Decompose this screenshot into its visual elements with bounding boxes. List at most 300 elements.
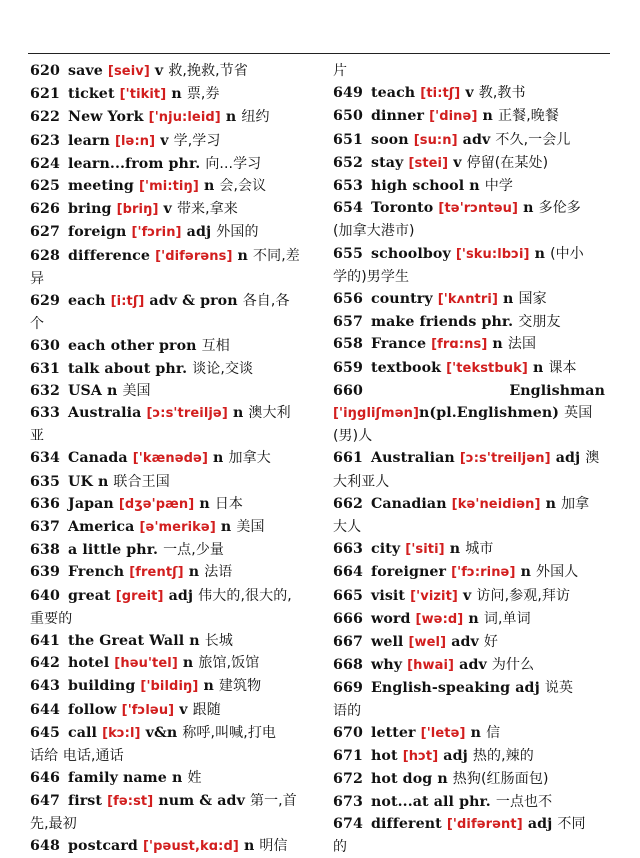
entry-word: soon	[371, 131, 409, 148]
entry-word: save	[68, 63, 103, 79]
entry-meaning: 不同,差	[253, 247, 300, 264]
entry-word: Canadian	[371, 495, 447, 512]
entry-meaning: 美国	[122, 382, 151, 399]
entry-word: hotel	[68, 655, 110, 672]
entry-meaning: 学,学习	[173, 132, 221, 149]
entry-number: 643	[30, 678, 60, 695]
entry-number: 653	[333, 178, 363, 195]
vocab-entry	[333, 197, 605, 242]
entry-phonetic: ['iŋgliʃmən]	[333, 406, 420, 422]
vocab-entry	[30, 561, 312, 584]
entry-meaning: 一点也不	[495, 793, 553, 810]
entry-number: 631	[30, 360, 60, 377]
entry-number: 670	[333, 724, 363, 741]
entry-word: teach	[371, 85, 416, 102]
entry-phonetic: [i:tʃ]	[110, 294, 145, 310]
entry-number: 652	[333, 154, 363, 171]
entry-meaning: 加拿大	[228, 450, 271, 467]
entry-part-of-speech: n	[470, 724, 482, 741]
vocab-entry	[30, 358, 312, 380]
entry-meaning: 停留(在某处)	[466, 154, 549, 171]
entry-word: great	[68, 587, 111, 604]
vocab-entry	[333, 357, 605, 380]
entry-phonetic: [kə'neidiən]	[451, 496, 541, 512]
entry-meaning-continued: (男)人	[333, 428, 373, 445]
vocab-entry	[333, 82, 605, 105]
entry-word: call	[68, 724, 98, 741]
entry-part-of-speech: n	[97, 473, 109, 490]
entry-word: schoolboy	[371, 245, 451, 262]
entry-part-of-speech: n	[503, 291, 514, 308]
entry-meaning: 信	[486, 724, 501, 741]
entry-word: city	[371, 541, 401, 558]
entry-phonetic: ['tekstbuk]	[446, 360, 528, 376]
entry-part-of-speech: n	[532, 359, 544, 376]
entry-word: textbook	[371, 359, 442, 376]
entry-phonetic: ['bildiŋ]	[140, 679, 199, 695]
entry-number: 649	[333, 85, 363, 102]
vocab-entry	[30, 153, 312, 175]
entry-meaning: 外国的	[216, 224, 259, 241]
entry-part-of-speech: n	[449, 541, 461, 558]
entry-number: 659	[333, 359, 363, 376]
entry-phonetic: ['fɔ:rinə]	[451, 565, 516, 581]
entry-phonetic: [frɑ:ns]	[431, 337, 488, 353]
entry-number: 658	[333, 336, 363, 353]
entry-number: 668	[333, 657, 363, 674]
vocab-entry	[333, 105, 605, 128]
entry-number: 674	[333, 815, 363, 832]
entry-phonetic: ['fɔləu]	[121, 702, 175, 718]
vocab-entry	[30, 539, 312, 561]
entry-number: 632	[30, 382, 60, 399]
entry-part-of-speech: n	[213, 450, 224, 467]
entry-word: bring	[68, 201, 112, 218]
entry-phonetic: [hwai]	[407, 658, 455, 674]
entry-meaning: 正餐,晚餐	[498, 108, 559, 125]
entry-part-of-speech: n(pl.Englishmen)	[419, 405, 560, 422]
entry-part-of-speech: n	[237, 247, 248, 264]
entry-word: French	[68, 564, 125, 581]
entry-meaning: 旅馆,饭馆	[198, 655, 260, 672]
entry-phonetic: [dʒə'pæn]	[118, 496, 195, 512]
entry-word: each	[68, 293, 106, 310]
entry-part-of-speech: n	[545, 495, 557, 512]
vocab-entry	[30, 722, 312, 767]
entry-word: foreign	[68, 224, 127, 241]
vocab-entry	[30, 767, 312, 789]
entry-number: 637	[30, 519, 60, 536]
entry-meaning: 中学	[484, 178, 513, 195]
vocab-entry	[333, 677, 605, 721]
entry-part-of-speech: n	[534, 245, 546, 262]
entry-part-of-speech: n	[437, 771, 448, 788]
entry-meaning: 伟大的,很大的,	[198, 587, 292, 604]
entry-number: 638	[30, 542, 60, 559]
entry-number: 656	[333, 291, 363, 308]
entry-phonetic: [wə:d]	[415, 611, 464, 627]
entry-number: 654	[333, 200, 363, 217]
entry-meaning: 会,会议	[219, 178, 267, 195]
entry-meaning: 美国	[236, 519, 265, 536]
entry-number: 648	[30, 837, 60, 854]
entry-number: 662	[333, 495, 363, 512]
entry-number: 646	[30, 770, 60, 787]
entry-part-of-speech: n	[482, 108, 493, 125]
entry-number: 623	[30, 132, 60, 149]
entry-word: Toronto	[371, 200, 434, 217]
entry-meaning: 谈论,交谈	[192, 360, 254, 377]
entry-phonetic: [kɔ:l]	[102, 725, 141, 741]
entry-word: visit	[371, 587, 406, 604]
entry-meaning: 日本	[214, 495, 244, 512]
entry-number: 647	[30, 792, 60, 809]
entry-part-of-speech: n	[203, 178, 215, 195]
entry-number: 635	[30, 473, 60, 490]
entry-number: 645	[30, 724, 60, 741]
entry-meaning: 互相	[201, 338, 230, 355]
vocab-entry	[333, 631, 605, 654]
entry-word: foreigner	[371, 564, 447, 581]
entry-meaning-continued: 异	[30, 270, 45, 287]
entry-word: not...at all	[371, 793, 455, 810]
entry-meaning: 澳大利	[248, 405, 291, 422]
entry-part-of-speech: phr.	[155, 360, 188, 377]
entry-part-of-speech: adj	[527, 815, 553, 832]
entry-part-of-speech: adj	[515, 680, 540, 697]
entry-phonetic: ['mi:tiŋ]	[139, 179, 199, 195]
entry-meaning: 法语	[204, 564, 233, 581]
vocab-entry	[30, 130, 312, 153]
entry-part-of-speech: n	[523, 200, 534, 217]
entry-word: America	[68, 519, 135, 536]
entry-number: 633	[30, 405, 60, 422]
entry-number: 636	[30, 495, 60, 512]
entry-number: 629	[30, 293, 60, 310]
entry-meaning: 说英	[544, 680, 574, 697]
entry-part-of-speech: v	[160, 132, 169, 149]
entry-number: 621	[30, 86, 60, 103]
vocab-entry	[30, 290, 312, 335]
entry-word: stay	[371, 154, 404, 171]
entry-part-of-speech: adj	[186, 224, 212, 241]
vocab-entry	[333, 813, 605, 858]
entry-word: follow	[68, 701, 117, 718]
entry-word: hot	[371, 748, 398, 765]
vocab-entry	[30, 790, 312, 835]
entry-meaning-continued: 重要的	[30, 610, 73, 627]
entry-part-of-speech: v	[463, 587, 472, 604]
entry-phonetic: ['difərənt]	[446, 816, 523, 832]
entry-number: 666	[333, 610, 363, 627]
entry-meaning-continued: (加拿大港市)	[333, 223, 415, 240]
entry-meaning: 热的,辣的	[472, 748, 534, 765]
entry-word: letter	[371, 724, 416, 741]
entry-phonetic: ['kʌntri]	[437, 292, 498, 308]
entry-meaning: 明信	[259, 837, 288, 854]
top-rule	[28, 53, 610, 54]
entry-meaning: 带来,拿来	[176, 201, 238, 218]
entry-part-of-speech: n	[182, 655, 194, 672]
entry-meaning: 纽约	[241, 109, 270, 126]
vocab-entry	[333, 380, 605, 448]
entry-number: 661	[333, 450, 363, 467]
vocab-entry	[333, 152, 605, 175]
entry-word: difference	[68, 247, 151, 264]
vocab-entry	[30, 585, 312, 630]
entry-part-of-speech: n	[232, 405, 244, 422]
entry-part-of-speech: v	[453, 154, 462, 171]
vocab-entry	[333, 654, 605, 677]
entry-number: 634	[30, 450, 60, 467]
entry-phonetic: ['vizit]	[410, 588, 458, 604]
vocab-entry	[333, 538, 605, 561]
entry-meaning: 澳	[585, 450, 600, 467]
entry-meaning: 加拿	[561, 495, 590, 512]
entry-meaning-continued: 学的)男学生	[333, 268, 410, 285]
entry-number: 639	[30, 564, 60, 581]
entry-number: 644	[30, 701, 60, 718]
entry-number: 641	[30, 633, 60, 650]
entry-word: talk about	[68, 360, 151, 377]
vocab-entry	[30, 652, 312, 675]
entry-word: word	[371, 610, 411, 627]
entry-phonetic: [su:n]	[413, 132, 458, 148]
vocab-entry	[333, 447, 605, 492]
entry-word: each other	[68, 338, 154, 355]
entry-phonetic: [ə'merikə]	[139, 520, 216, 536]
entry-part-of-speech: phr.	[459, 793, 491, 810]
entry-word: USA	[68, 382, 102, 399]
vocab-entry	[30, 402, 312, 447]
entry-meaning: 向...学习	[205, 155, 262, 172]
entry-word: learn...from	[68, 155, 164, 172]
entry-meaning-continued: 个	[30, 316, 45, 333]
entry-word: well	[371, 634, 404, 651]
entry-word: first	[68, 792, 103, 809]
entry-part-of-speech: n	[520, 564, 531, 581]
vocab-entry	[30, 245, 312, 290]
entry-word: UK	[68, 473, 93, 490]
entry-phonetic: [həu'tel]	[114, 656, 178, 672]
entry-part-of-speech: adv	[462, 131, 491, 148]
vocab-entry	[333, 311, 605, 333]
entry-word: the Great Wall	[68, 633, 185, 650]
entry-number: 651	[333, 131, 363, 148]
entry-number: 665	[333, 587, 363, 604]
entry-number: 624	[30, 155, 60, 172]
continued-text: 片	[333, 63, 347, 79]
entry-word: dinner	[371, 108, 425, 125]
entry-part-of-speech: pron	[159, 338, 197, 355]
entry-number: 671	[333, 748, 363, 765]
entry-part-of-speech: phr.	[168, 155, 201, 172]
vocab-entry	[333, 333, 605, 356]
entry-word: Australian	[371, 450, 455, 467]
entry-word: postcard	[68, 837, 138, 854]
vocab-column-right	[333, 60, 605, 858]
entry-meaning: (中小	[550, 245, 584, 262]
entry-number: 628	[30, 247, 60, 264]
entry-word: Canada	[68, 450, 128, 467]
entry-number: 673	[333, 793, 363, 810]
entry-word: Australia	[68, 405, 142, 422]
entry-meaning: 交朋友	[518, 314, 561, 331]
entry-phonetic: [ɔ:s'treiljən]	[459, 451, 551, 467]
entry-part-of-speech: v	[465, 85, 474, 102]
entry-number: 667	[333, 634, 363, 651]
entry-phonetic: [seiv]	[107, 64, 150, 79]
entry-meaning: 建筑物	[218, 678, 262, 695]
entry-number: 625	[30, 178, 60, 195]
entry-word: Japan	[68, 495, 114, 512]
entry-meaning-continued: 先,最初	[30, 815, 77, 832]
entry-part-of-speech: adj	[555, 450, 581, 467]
entry-meaning: 救,挽救,节省	[168, 63, 248, 79]
vocab-entry	[333, 585, 605, 608]
entry-word: family name	[68, 770, 167, 787]
entry-word: France	[371, 336, 427, 353]
entry-phonetic: [tə'rɔntəu]	[438, 201, 519, 217]
entry-meaning-continued: 大利亚人	[333, 473, 390, 490]
entry-part-of-speech: n	[225, 109, 237, 126]
vocab-entry	[30, 106, 312, 129]
entry-phonetic: ['sku:lbɔi]	[455, 246, 530, 262]
vocab-entry	[30, 835, 312, 858]
entry-meaning-continued: 亚	[30, 428, 45, 445]
entry-phonetic: ['nju:leid]	[148, 110, 221, 126]
entry-part-of-speech: v	[179, 701, 188, 718]
vocab-entry	[333, 608, 605, 631]
entry-part-of-speech: adv & pron	[149, 293, 238, 310]
entry-part-of-speech: phr.	[126, 542, 159, 559]
entry-phonetic: ['kænədə]	[132, 451, 208, 467]
entry-meaning: 各自,各	[242, 293, 290, 310]
entry-word: different	[371, 815, 442, 832]
entry-phonetic: ['dinə]	[429, 109, 478, 125]
entry-meaning: 课本	[548, 359, 577, 376]
entry-number: 630	[30, 338, 60, 355]
entry-number: 627	[30, 224, 60, 241]
entry-word: country	[371, 291, 433, 308]
entry-part-of-speech: n	[243, 837, 255, 854]
entry-meaning-continued: 的	[333, 838, 348, 855]
vocab-entry	[30, 630, 312, 652]
entry-meaning: 不久,一会儿	[495, 131, 571, 148]
entry-part-of-speech: n	[220, 519, 232, 536]
entry-number: 663	[333, 541, 363, 558]
vocab-entry	[30, 699, 312, 722]
vocab-entry	[333, 768, 605, 790]
entry-meaning: 票,券	[186, 86, 220, 103]
entry-number: 657	[333, 314, 363, 331]
entry-phonetic: ['pəust,kɑ:d]	[143, 838, 239, 854]
entry-meaning: 城市	[465, 541, 494, 558]
entry-part-of-speech: n	[199, 495, 210, 512]
entry-number: 640	[30, 587, 60, 604]
entry-part-of-speech: adj	[168, 587, 194, 604]
entry-part-of-speech: v&n	[145, 724, 178, 741]
vocab-entry	[333, 561, 605, 584]
vocab-entry	[30, 198, 312, 221]
entry-phonetic: [ɔ:s'treiljə]	[146, 406, 228, 422]
entry-part-of-speech: num & adv	[158, 792, 245, 809]
entry-part-of-speech: v	[163, 201, 172, 218]
entry-number: 620	[30, 63, 60, 79]
entry-meaning-continued: 话给 电话,通话	[30, 748, 124, 765]
entry-meaning-continued: 大人	[333, 519, 362, 536]
entry-phonetic: [frentʃ]	[129, 565, 184, 581]
entry-number: 655	[333, 245, 363, 262]
vocab-entry	[30, 60, 312, 83]
entry-number: 660	[333, 382, 363, 399]
vocab-entry	[30, 493, 312, 516]
entry-phonetic: [hɔt]	[402, 749, 439, 765]
entry-meaning: 外国人	[536, 564, 579, 581]
entry-part-of-speech: n	[171, 770, 183, 787]
entry-word: a little	[68, 542, 122, 559]
vocab-entry	[30, 447, 312, 470]
entry-phonetic: [briŋ]	[116, 202, 159, 218]
entry-meaning-continued: 语的	[333, 702, 362, 719]
entry-word: English-speaking	[371, 680, 511, 697]
entry-meaning: 热狗(红肠面包)	[452, 771, 549, 788]
entry-word: make friends	[371, 314, 477, 331]
entry-phonetic: [ti:tʃ]	[420, 86, 461, 102]
vocab-entry	[30, 335, 312, 357]
vocab-entry	[30, 675, 312, 698]
vocab-entry	[30, 175, 312, 198]
entry-meaning: 好	[483, 634, 499, 651]
entry-word: hot dog	[371, 771, 433, 788]
entry-phonetic: ['tikit]	[119, 87, 167, 103]
entry-phonetic: ['siti]	[405, 542, 445, 558]
entry-meaning: 第一,首	[249, 792, 297, 809]
vocab-entry	[30, 83, 312, 106]
vocab-entry	[333, 243, 605, 288]
vocab-entry	[333, 745, 605, 768]
entry-word: learn	[68, 132, 110, 149]
entry-part-of-speech: n	[469, 178, 480, 195]
vocab-entry	[30, 471, 312, 493]
entry-word: high school	[371, 178, 465, 195]
vocab-entry	[333, 175, 605, 197]
vocab-entry	[333, 722, 605, 745]
entry-number: 622	[30, 109, 60, 126]
vocab-entry	[30, 380, 312, 402]
entry-phonetic: ['letə]	[420, 725, 466, 741]
vocab-entry	[333, 129, 605, 152]
entry-meaning: 法国	[507, 336, 537, 353]
entry-word: Englishman	[509, 382, 605, 399]
entry-word: building	[68, 678, 136, 695]
entry-word: ticket	[68, 86, 115, 103]
entry-part-of-speech: n	[106, 382, 118, 399]
entry-phonetic: [greit]	[115, 588, 164, 604]
entry-meaning: 称呼,叫喊,打电	[182, 724, 277, 741]
entry-phonetic: [lə:n]	[114, 133, 156, 149]
entry-part-of-speech: adv	[459, 657, 487, 674]
entry-phonetic: [fə:st]	[107, 793, 154, 809]
entry-meaning: 访问,参观,拜访	[476, 587, 571, 604]
entry-number: 650	[333, 108, 363, 125]
entry-part-of-speech: n	[203, 678, 214, 695]
entry-word: New York	[68, 109, 144, 126]
vocab-entry	[333, 493, 605, 538]
entry-phonetic: [wel]	[408, 635, 447, 651]
entry-part-of-speech: v	[154, 63, 164, 79]
entry-meaning: 不同	[557, 815, 586, 832]
